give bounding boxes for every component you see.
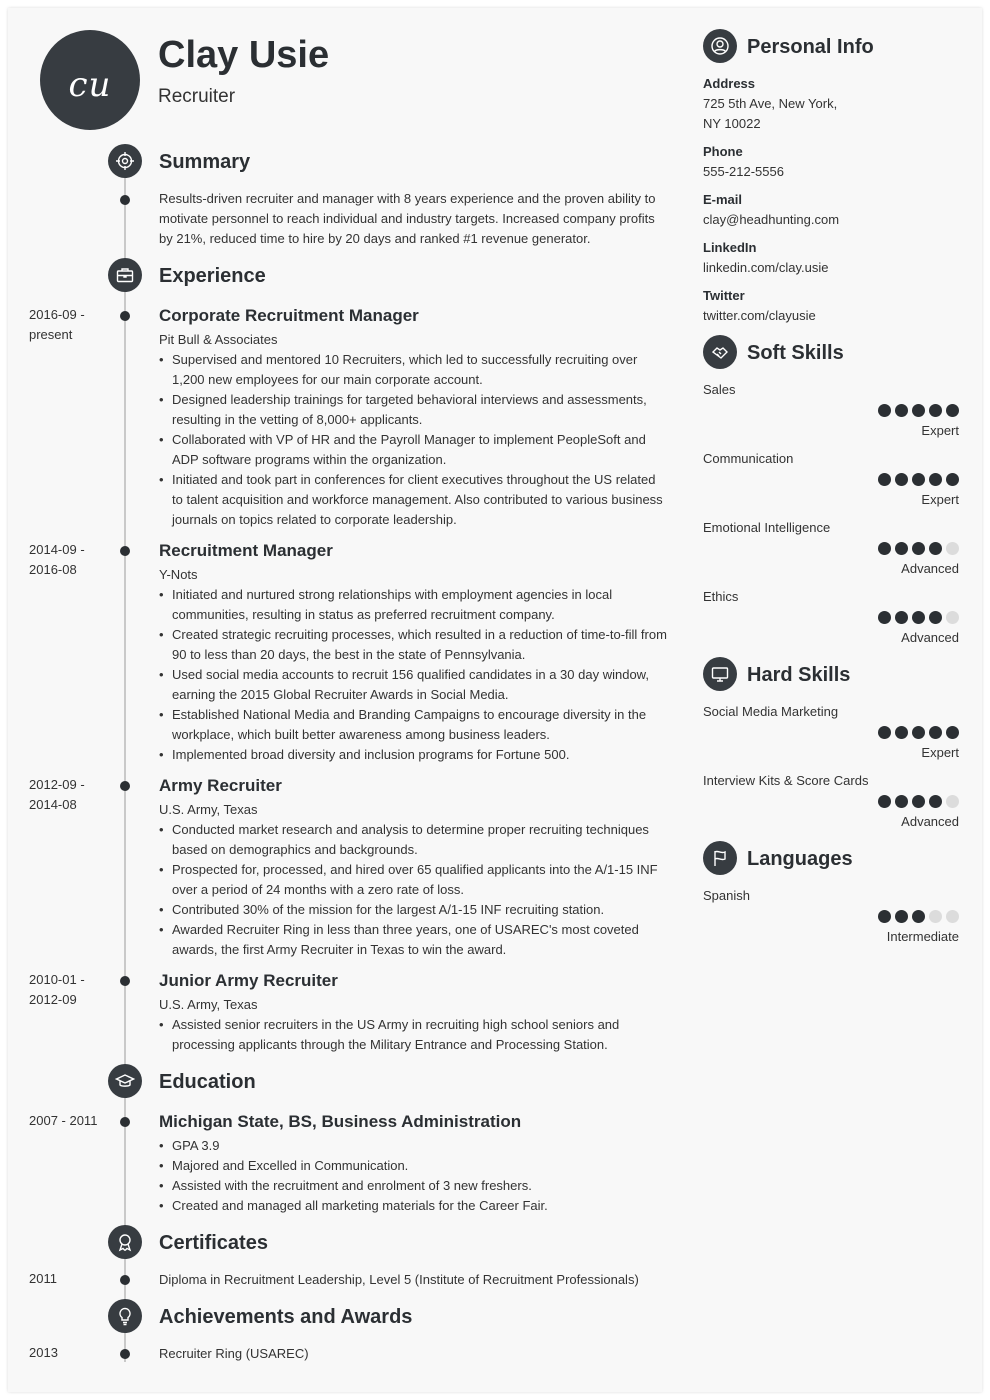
skill-rating [878,795,960,808]
section-title-personal-info: Personal Info [747,36,874,58]
bullet-item: • Prospected for, processed, and hired over 65 qualified applicants into the A/1-15 INF over a period of 24 months with a zero rate of loss. [159,860,669,900]
rating-dot-filled [912,910,925,923]
skill-level: Advanced [901,814,959,829]
bullet-item: • Implemented broad diversity and inclusion programs for Fortune 500. [159,745,669,765]
rating-dot-filled [878,404,891,417]
language-name: Spanish [703,888,750,903]
linkedin-value: linkedin.com/clay.usie [703,260,829,275]
certificate-text: Diploma in Recruitment Leadership, Level 5 (Institute of Recruitment Professionals) [159,1272,639,1287]
bullet-item: • GPA 3.9 [159,1136,669,1156]
bullet-item: • Initiated and took part in conferences for client executives throughout the US related to talent acquisition and workforce management. Also contributed to various business journals on topics related to corporate leadership. [159,470,669,530]
timeline-dot [120,781,130,791]
timeline-dot [120,976,130,986]
bullet-item: • Created strategic recruiting processes, which resulted in a reduction of time-to-fill from 90 to less than 20 days, the best in the state of Pennsylvania. [159,625,669,665]
rating-dot-filled [878,726,891,739]
section-title-experience: Experience [159,265,266,287]
twitter-label: Twitter [703,288,745,303]
briefcase-icon [108,258,142,292]
certificate-date: 2011 [29,1271,57,1286]
bullet-item: • Created and managed all marketing materials for the Career Fair. [159,1196,669,1216]
skill-name: Ethics [703,589,739,604]
education-bullets [159,1136,669,1216]
rating-dot-filled [929,795,942,808]
target-icon [108,144,142,178]
bullet-item: • Designed leadership trainings for targeted behavioral interviews and assessments, resulting in the vetting of 8,000+ applicants. [159,390,669,430]
skill-rating [878,726,960,739]
timeline-dot [120,195,130,205]
job-bullets [159,820,669,960]
skill-name: Emotional Intelligence [703,520,831,535]
skill-level: Expert [921,423,959,438]
monitor-icon [703,657,737,691]
rating-dot-filled [912,542,925,555]
skill-level: Advanced [901,561,959,576]
rating-dot-filled [946,473,959,486]
rating-dot-filled [878,473,891,486]
bullet-item: • Contributed 30% of the mission for the largest A/1-15 INF recruiting station. [159,900,669,920]
rating-dot-filled [878,910,891,923]
skill-rating [878,611,960,624]
linkedin-label: LinkedIn [703,240,757,255]
job-date: 2010-01 - 2012-09 [29,972,85,1007]
candidate-name: Clay Usie [158,34,330,76]
achievement-text: Recruiter Ring (USAREC) [159,1346,309,1361]
bullet-item: • Assisted with the recruitment and enrolment of 3 new freshers. [159,1176,669,1196]
skill-name: Sales [703,382,736,397]
job-bullets [159,1015,669,1055]
user-icon [703,29,737,63]
avatar [40,30,140,130]
rating-dot-filled [929,404,942,417]
timeline-dot [120,1275,130,1285]
rating-dot-filled [895,795,908,808]
bullet-item: • Used social media accounts to recruit 156 qualified candidates in a 30 day window, earning the 2015 Global Recruiter Awards in Social Media. [159,665,669,705]
lightbulb-icon [108,1299,142,1333]
address-label: Address [703,76,756,91]
rating-dot-filled [895,726,908,739]
rating-dot-empty [929,910,942,923]
bullet-item: • Awarded Recruiter Ring in less than three years, one of USAREC's most coveted awards, the first Army Recruiter in Texas to win the award. [159,920,669,960]
skill-name: Communication [703,451,794,466]
rating-dot-filled [912,726,925,739]
skill-level: Expert [921,745,959,760]
language-level: Intermediate [886,929,959,944]
job-bullets [159,350,669,530]
timeline-line [124,170,126,1362]
rating-dot-empty [946,542,959,555]
rating-dot-filled [929,726,942,739]
handshake-icon [703,335,737,369]
rating-dot-filled [929,473,942,486]
timeline-dot [120,1349,130,1359]
job-company: Pit Bull & Associates [159,332,278,347]
bullet-item: • Established National Media and Branding Campaigns to encourage diversity in the workplace, which built better awareness among business leaders. [159,705,669,745]
section-title-education: Education [159,1071,256,1093]
job-date: 2016-09 - present [29,307,85,342]
skill-rating [878,542,960,555]
skill-level: Advanced [901,630,959,645]
job-company: U.S. Army, Texas [159,802,258,817]
rating-dot-filled [895,611,908,624]
skill-rating [878,473,960,486]
job-date: 2012-09 - 2014-08 [29,777,85,812]
language-rating [878,910,960,923]
job-title: Army Recruiter [159,776,282,795]
skill-name: Interview Kits & Score Cards [703,773,869,788]
job-bullets [159,585,669,765]
skill-level: Expert [921,492,959,507]
rating-dot-filled [895,473,908,486]
job-company: U.S. Army, Texas [159,997,258,1012]
candidate-title: Recruiter [158,86,236,107]
bullet-item: • Majored and Excelled in Communication. [159,1156,669,1176]
timeline-dot [120,311,130,321]
email-label: E-mail [703,192,743,207]
skill-rating [878,404,960,417]
rating-dot-filled [878,542,891,555]
rating-dot-filled [895,542,908,555]
job-title: Recruitment Manager [159,541,333,560]
rating-dot-filled [946,404,959,417]
timeline-dot [120,546,130,556]
bullet-item: • Assisted senior recruiters in the US Army in recruiting high school seniors and processing applicants through the Military Entrance and Processing Station. [159,1015,669,1055]
rating-dot-filled [929,611,942,624]
flag-icon [703,841,737,875]
phone-value: 555-212-5556 [703,164,784,179]
address-value: 725 5th Ave, New York, NY 10022 [703,96,838,131]
rating-dot-filled [946,726,959,739]
section-title-summary: Summary [159,151,251,173]
bullet-item: • Initiated and nurtured strong relationships with employment agencies in local communities, resulting in status as preferred recruitment company. [159,585,669,625]
education-degree: Michigan State, BS, Business Administration [159,1112,522,1131]
rating-dot-empty [946,910,959,923]
achievement-date: 2013 [29,1345,58,1360]
section-title-soft-skills: Soft Skills [747,342,844,364]
timeline-dot [120,1117,130,1127]
bullet-item: • Supervised and mentored 10 Recruiters, which led to successfully recruiting over 1,200 new employees for our main corporate account. [159,350,669,390]
education-date: 2007 - 2011 [29,1113,98,1128]
rating-dot-filled [929,542,942,555]
job-title: Junior Army Recruiter [159,971,338,990]
bullet-item: • Collaborated with VP of HR and the Payroll Manager to implement PeopleSoft and ADP software programs within the organization. [159,430,669,470]
rating-dot-empty [946,795,959,808]
rating-dot-filled [912,795,925,808]
ribbon-icon [108,1225,142,1259]
summary-text: Results-driven recruiter and manager with 8 years experience and the proven ability to motivate personnel to reach individual and industry targets. Increased company profits by 21%, reduced time to hire by 20 days and ranked #1 revenue generator. [159,191,656,246]
section-title-hard-skills: Hard Skills [747,664,851,686]
twitter-value: twitter.com/clayusie [703,308,816,323]
bullet-item: • Conducted market research and analysis to determine proper recruiting techniques based on demographics and backgrounds. [159,820,669,860]
section-title-achievements: Achievements and Awards [159,1306,413,1328]
graduation-cap-icon [108,1064,142,1098]
section-title-certificates: Certificates [159,1232,268,1254]
email-value: clay@headhunting.com [703,212,840,227]
rating-dot-filled [912,404,925,417]
phone-label: Phone [703,144,743,159]
job-company: Y-Nots [159,567,198,582]
rating-dot-empty [946,611,959,624]
rating-dot-filled [878,795,891,808]
job-title: Corporate Recruitment Manager [159,306,419,325]
skill-name: Social Media Marketing [703,704,839,719]
rating-dot-filled [912,473,925,486]
section-title-languages: Languages [747,848,853,870]
rating-dot-filled [878,611,891,624]
rating-dot-filled [912,611,925,624]
job-date: 2014-09 - 2016-08 [29,542,85,577]
rating-dot-filled [895,404,908,417]
rating-dot-filled [895,910,908,923]
avatar-initials: cu [68,65,112,105]
